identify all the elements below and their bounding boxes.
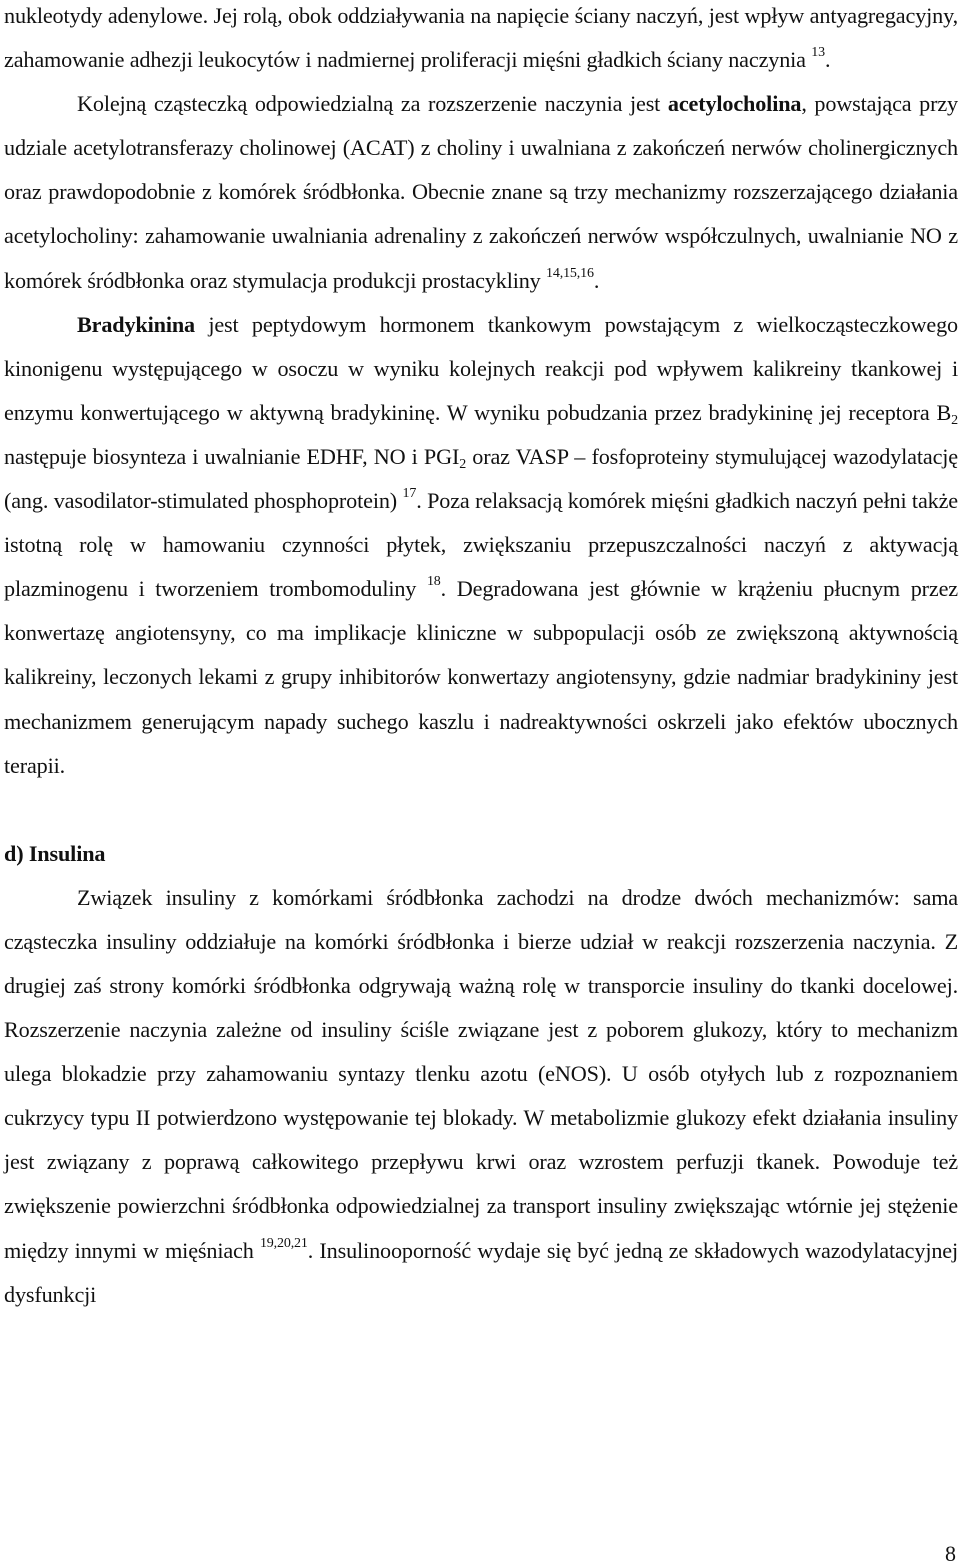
- text-run: następuje biosynteza i uwalnianie EDHF, NO i PGI: [4, 443, 460, 469]
- text-run: Związek insuliny z komórkami śródbłonka zachodzi na drodze dwóch mechanizmów: sama cząsteczka insuliny oddziałuje na komórki śródbłonka i bierze udział w reakcji rozszerzenia naczynia. Z drugiej zaś strony komórki śródbłonka odgrywają ważną rolę w transporcie insuliny do tkanki docelowej. Rozszerzenie naczynia zależne od insuliny ściśle związane jest z poborem glukozy, który to mechanizm ulega blokadzie przy zahamowaniu syntazy tlenku azotu (eNOS). U osób otyłych lub z rozpoznaniem cukrzycy typu II potwierdzono występowanie tej blokady. W metabolizmie glukozy efekt działania insuliny jest związany z poprawą całkowitego przepływu krwi oraz wzrostem perfuzji tkanek. Powoduje też zwiększenie powierzchni śródbłonka odpowiedzialnej za transport insuliny zwiększając wtórnie jej stężenie między innymi w mięśniach: [4, 884, 958, 1263]
- bold-term: acetylocholina: [667, 91, 802, 117]
- document-page: [4, 0, 958, 1317]
- citation-ref: 18: [426, 574, 441, 590]
- text-run: nukleotydy adenylowe. Jej rolą, obok oddziaływania na napięcie ściany naczyń, jest wpływ antyagregacyjny, zahamowanie adhezji leukocytów i nadmiernej proliferacji mięśni gładkich ściany naczynia: [4, 3, 958, 73]
- citation-ref: 13: [811, 45, 825, 61]
- paragraph-bradykinin: [4, 303, 958, 788]
- text-run: oraz VASP – fosfoproteiny stymulującej wazodylatację (ang. vasodilator-stimulated phosphoprotein): [4, 443, 958, 514]
- subscript: 2: [951, 412, 958, 428]
- subscript: 2: [459, 456, 467, 472]
- text-run: .: [824, 47, 831, 73]
- citation-ref: 14,15,16: [546, 265, 594, 281]
- text-run: . Poza relaksacją komórek mięśni gładkich naczyń pełni także istotną rolę w hamowaniu czynności płytek, zwiększaniu przepuszczalności naczyń z aktywacją plazminogenu i tworzeniem trombomoduliny: [4, 488, 958, 602]
- paragraph-adenine-nucleotides: [4, 0, 958, 82]
- paragraph-insulin: [4, 876, 958, 1317]
- text-run: .: [593, 267, 600, 293]
- citation-ref: 17: [402, 486, 417, 502]
- page-number: 8: [945, 1541, 956, 1566]
- paragraph-acetylcholine: [4, 82, 958, 302]
- text-run: , powstająca przy udziale acetylotransferazy cholinowej (ACAT) z choliny i uwalniana z zakończeń nerwów cholinergicznych oraz prawdopodobnie z komórek śródbłonka. Obecnie znane są trzy mechanizmy rozszerzającego działania acetylocholiny: zahamowanie uwalniania adrenaliny z zakończeń nerwów współczulnych, uwalnianie NO z komórek śródbłonka oraz stymulacja produkcji prostacykliny: [4, 91, 958, 293]
- text-run: jest peptydowym hormonem tkankowym powstającym z wielkocząsteczkowego kinonigenu występującego w osoczu w wyniku kolejnych reakcji pod wpływem kalikreiny tkankowej i enzymu konwertującego w aktywną bradykininę. W wyniku pobudzania przez bradykininę jej receptora B: [4, 311, 958, 425]
- text-run: Kolejną cząsteczką odpowiedzialną za rozszerzenie naczynia jest: [77, 91, 668, 117]
- text-run: . Degradowana jest głównie w krążeniu płucnym przez konwertazę angiotensyny, co ma implikacje kliniczne w subpopulacji osób ze zwiększoną aktywnością kalikreiny, leczonych lekami z grupy inhibitorów konwertazy angiotensyny, gdzie nadmiar bradykininy jest mechanizmem generującym napady suchego kaszlu i nadreaktywności oskrzeli jako efektów ubocznych terapii.: [4, 576, 958, 778]
- text-run: . Insulinooporność wydaje się być jedną ze składowych wazodylatacyjnej dysfunkcji: [4, 1237, 958, 1307]
- section-heading-insulin: d) Insulina: [4, 840, 106, 866]
- citation-ref: 19,20,21: [259, 1235, 308, 1251]
- bold-term: Bradykinina: [77, 311, 195, 337]
